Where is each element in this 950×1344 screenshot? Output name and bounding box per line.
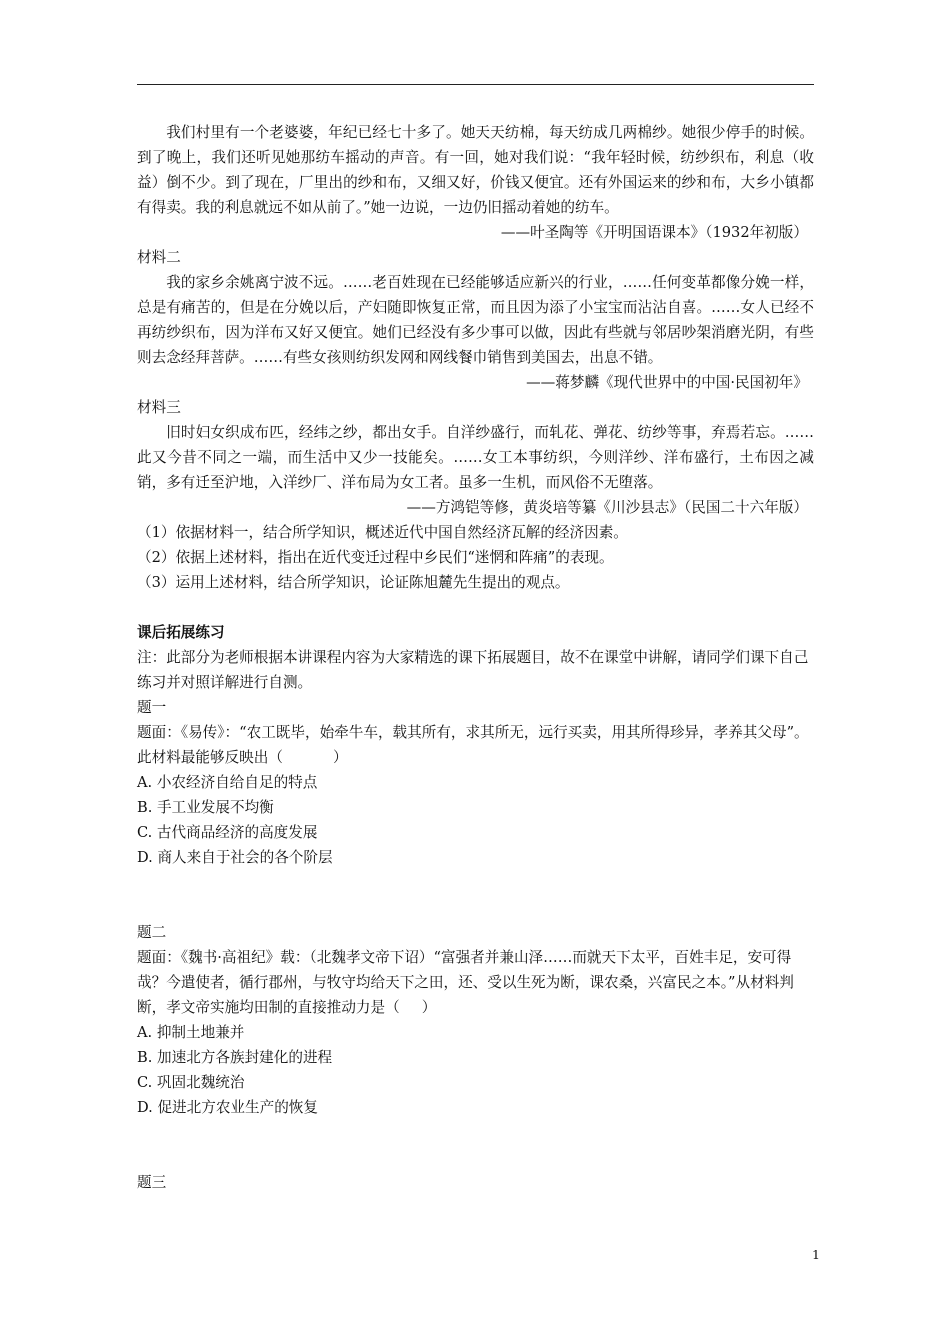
- spacer: [137, 895, 814, 920]
- question-3: （3）运用上述材料，结合所学知识，论证陈旭麓先生提出的观点。: [137, 574, 570, 591]
- q2-stem: [137, 945, 814, 1020]
- material2-body: 我的家乡余姚离宁波不远。……老百姓现在已经能够适应新兴的行业，……任何变革都像分娩一样，总是有痛苦的，但是在分娩以后，产妇随即恢复正常，而且因为添了小宝宝而沾沾自喜。……女人已经不再纺纱织布，因为洋布又好又便宜。她们已经没有多少事可以做，因此有些就与邻居吵架消磨光阴，有些则去念经拜菩萨。……有些女孩则纺织发网和网线餐巾销售到美国去，出息不错。: [137, 274, 814, 366]
- material1-body: 我们村里有一个老婆婆，年纪已经七十多了。她天天纺棉，每天纺成几两棉纱。她很少停手的时候。到了晚上，我们还听见她那纺车摇动的声音。有一回，她对我们说：“我年轻时候，纺纱织布，利息（收益）倒不少。到了现在，厂里出的纱和布，又细又好，价钱又便宜。还有外国运来的纱和布，大乡小镇都有得卖。我的利息就远不如从前了。”她一边说，一边仍旧摇动着她的纺车。: [137, 124, 814, 216]
- question-1: （1）依据材料一，结合所学知识，概述近代中国自然经济瓦解的经济因素。: [137, 524, 628, 541]
- spacer: [137, 595, 814, 620]
- section-title: 课后拓展练习: [137, 624, 225, 641]
- q1-stem-end: ）: [332, 749, 348, 766]
- spacer: [137, 1120, 814, 1145]
- material1-source: ——叶圣陶等《开明国语课本》（1932年初版）: [500, 224, 808, 241]
- material3-heading: 材料三: [137, 399, 181, 416]
- q1-stem-text: 题面：《易传》：“农工既毕，始牵牛车，载其所有，求其所无，远行买卖，用其所得珍异，孝养其父母”。此材料最能够反映出（: [137, 724, 809, 766]
- page-number: 1: [812, 1247, 820, 1262]
- q1-option-b: B. 手工业发展不均衡: [137, 799, 274, 816]
- q1-option-c: C. 古代商品经济的高度发展: [137, 824, 318, 841]
- material3-body: 旧时妇女织成布匹，经纬之纱，都出女手。自洋纱盛行，而轧花、弹花、纺纱等事，弃焉若忘。……此又今昔不同之一端，而生活中又少一技能矣。……女工本事纺织，今则洋纱、洋布盛行，土布因之减销，多有迁至沪地，入洋纱厂、洋布局为女工者。虽多一生机，而风俗不无堕落。: [137, 424, 814, 491]
- q1-stem: [137, 720, 814, 770]
- q2-option-a: A. 抑制土地兼并: [137, 1024, 245, 1041]
- section-note: 注：此部分为老师根据本讲课程内容为大家精选的课下拓展题目，故不在课堂中讲解，请同学们课下自己练习并对照详解进行自测。: [137, 649, 809, 691]
- q2-option-c: C. 巩固北魏统治: [137, 1074, 245, 1091]
- q1-label: 题一: [137, 699, 167, 716]
- q2-option-d: D. 促进北方农业生产的恢复: [137, 1099, 318, 1116]
- q2-stem-end: ）: [421, 999, 437, 1016]
- q2-option-b: B. 加速北方各族封建化的进程: [137, 1049, 333, 1066]
- material3-source: ——方鸿铠等修，黄炎培等纂《川沙县志》（民国二十六年版）: [406, 499, 808, 516]
- header-rule: [137, 84, 814, 85]
- material2-heading: 材料二: [137, 249, 181, 266]
- q3-label: 题三: [137, 1174, 167, 1191]
- q1-option-d: D. 商人来自于社会的各个阶层: [137, 849, 333, 866]
- q2-stem-text: 题面：《魏书·高祖纪》载：（北魏孝文帝下诏）“富强者并兼山泽……而就天下太平，百姓丰足，安可得哉？今遣使者，循行郡州，与牧守均给天下之田，还、受以生死为断，课农桑，兴富民之本。”从材料判断，孝文帝实施均田制的直接推动力是（: [137, 949, 794, 1016]
- spacer: [137, 1145, 814, 1170]
- question-2: （2）依据上述材料，指出在近代变迁过程中乡民们“迷惘和阵痛”的表现。: [137, 549, 614, 566]
- material2-source: ——蒋梦麟《现代世界中的中国·民国初年》: [526, 374, 808, 391]
- document-body: [137, 120, 814, 1195]
- q2-label: 题二: [137, 924, 167, 941]
- q1-option-a: A. 小农经济自给自足的特点: [137, 774, 318, 791]
- spacer: [137, 870, 814, 895]
